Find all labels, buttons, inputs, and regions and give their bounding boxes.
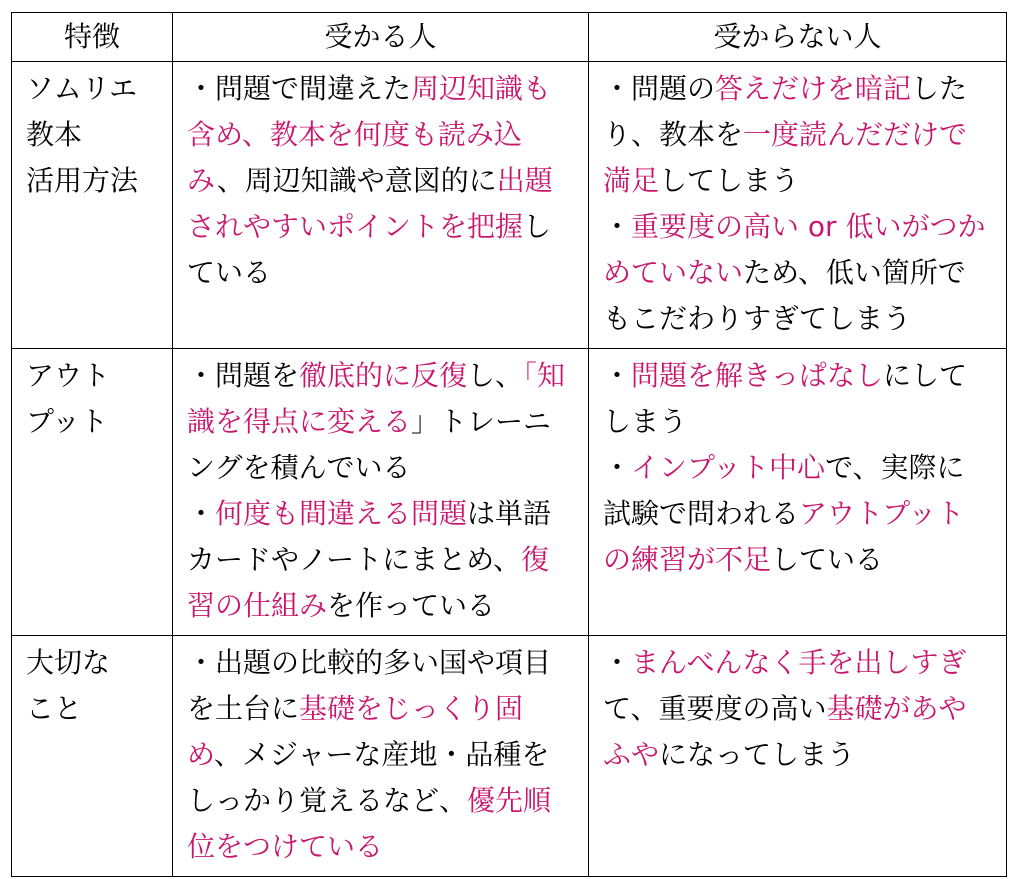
cell-text: ・問題で間違えた	[187, 72, 412, 105]
feature-cell	[12, 62, 173, 349]
cell-text: は単語カードやノートにまとめ、	[187, 497, 552, 576]
cell-text: 、周辺知識や意図的に	[216, 164, 497, 197]
cell-text: している	[771, 543, 884, 576]
cell-text: ・問題の	[603, 72, 716, 105]
feature-cell	[12, 636, 173, 877]
header-fail: 受からない人	[589, 13, 1007, 62]
cell-text: て、重要度の高い	[603, 692, 827, 725]
highlighted-text: 一度読んだだけで満足	[603, 118, 968, 197]
header-feature: 特徴	[12, 13, 173, 62]
cell-text: にしてしまう	[603, 359, 968, 438]
cell-text: ・	[603, 451, 632, 484]
highlighted-text: 何度も間違える問題	[215, 497, 468, 530]
feature-label: アウト	[26, 359, 111, 392]
header-pass: 受かる人	[173, 13, 589, 62]
highlighted-text: インプット中心	[631, 451, 826, 484]
cell-text: ・	[603, 646, 632, 679]
highlighted-text: 復習の仕組み	[187, 543, 550, 622]
table-row	[12, 349, 1007, 636]
pass-cell	[173, 349, 589, 636]
table-header-row	[12, 13, 1007, 62]
highlighted-text: 「知識を得点に変える	[187, 359, 566, 438]
highlighted-text: 答えだけを暗記	[715, 72, 912, 105]
fail-cell	[589, 636, 1007, 877]
fail-cell	[589, 62, 1007, 349]
cell-text: している	[187, 210, 552, 289]
cell-text: ・	[603, 359, 632, 392]
table-row	[12, 62, 1007, 349]
cell-text: し、	[467, 359, 524, 392]
feature-label: 大切な	[26, 646, 111, 679]
cell-text: で、実際に試験で問われる	[603, 451, 965, 530]
feature-label: プット	[26, 405, 109, 438]
cell-text: ため、低い箇所でもこだわりすぎてしまう	[603, 256, 966, 335]
cell-text: になってしまう	[659, 738, 856, 771]
highlighted-text: 出題されやすいポイントを把握	[187, 164, 553, 243]
cell-text: ・	[603, 210, 632, 243]
comparison-table	[11, 12, 1007, 877]
highlighted-text: 重要度の高い or 低いがつかめていない	[603, 210, 986, 289]
cell-text: 、メジャーな産地・品種をしっかり覚えるなど、	[187, 738, 550, 817]
highlighted-text: 基礎があやふや	[603, 692, 967, 771]
cell-text: を作っている	[327, 589, 496, 622]
feature-label: 活用方法	[26, 164, 139, 197]
table-row	[12, 636, 1007, 877]
feature-label: こと	[26, 692, 83, 725]
highlighted-text: 問題を解きっぱなし	[631, 359, 884, 392]
highlighted-text: 周辺知識も含め、教本を何度も読み込み	[187, 72, 552, 197]
cell-text: してしまう	[659, 164, 800, 197]
feature-label: 教本	[26, 118, 83, 151]
cell-text: 」トレーニングを積んでいる	[187, 405, 552, 484]
highlighted-text: 徹底的に反復	[299, 359, 468, 392]
feature-cell	[12, 349, 173, 636]
cell-text: ・問題を	[187, 359, 300, 392]
pass-cell	[173, 636, 589, 877]
cell-text: ・出題の比較的多い国や項目を土台に	[187, 646, 552, 725]
highlighted-text: 基礎をじっくり固め	[187, 692, 524, 771]
pass-cell	[173, 62, 589, 349]
cell-text: ・	[187, 497, 216, 530]
highlighted-text: アウトプットの練習が不足	[603, 497, 965, 576]
highlighted-text: まんべんなく手を出しすぎ	[631, 646, 967, 679]
feature-label: ソムリエ	[26, 72, 138, 105]
fail-cell	[589, 349, 1007, 636]
cell-text: したり、教本を	[603, 72, 968, 151]
highlighted-text: 優先順位をつけている	[187, 784, 552, 863]
